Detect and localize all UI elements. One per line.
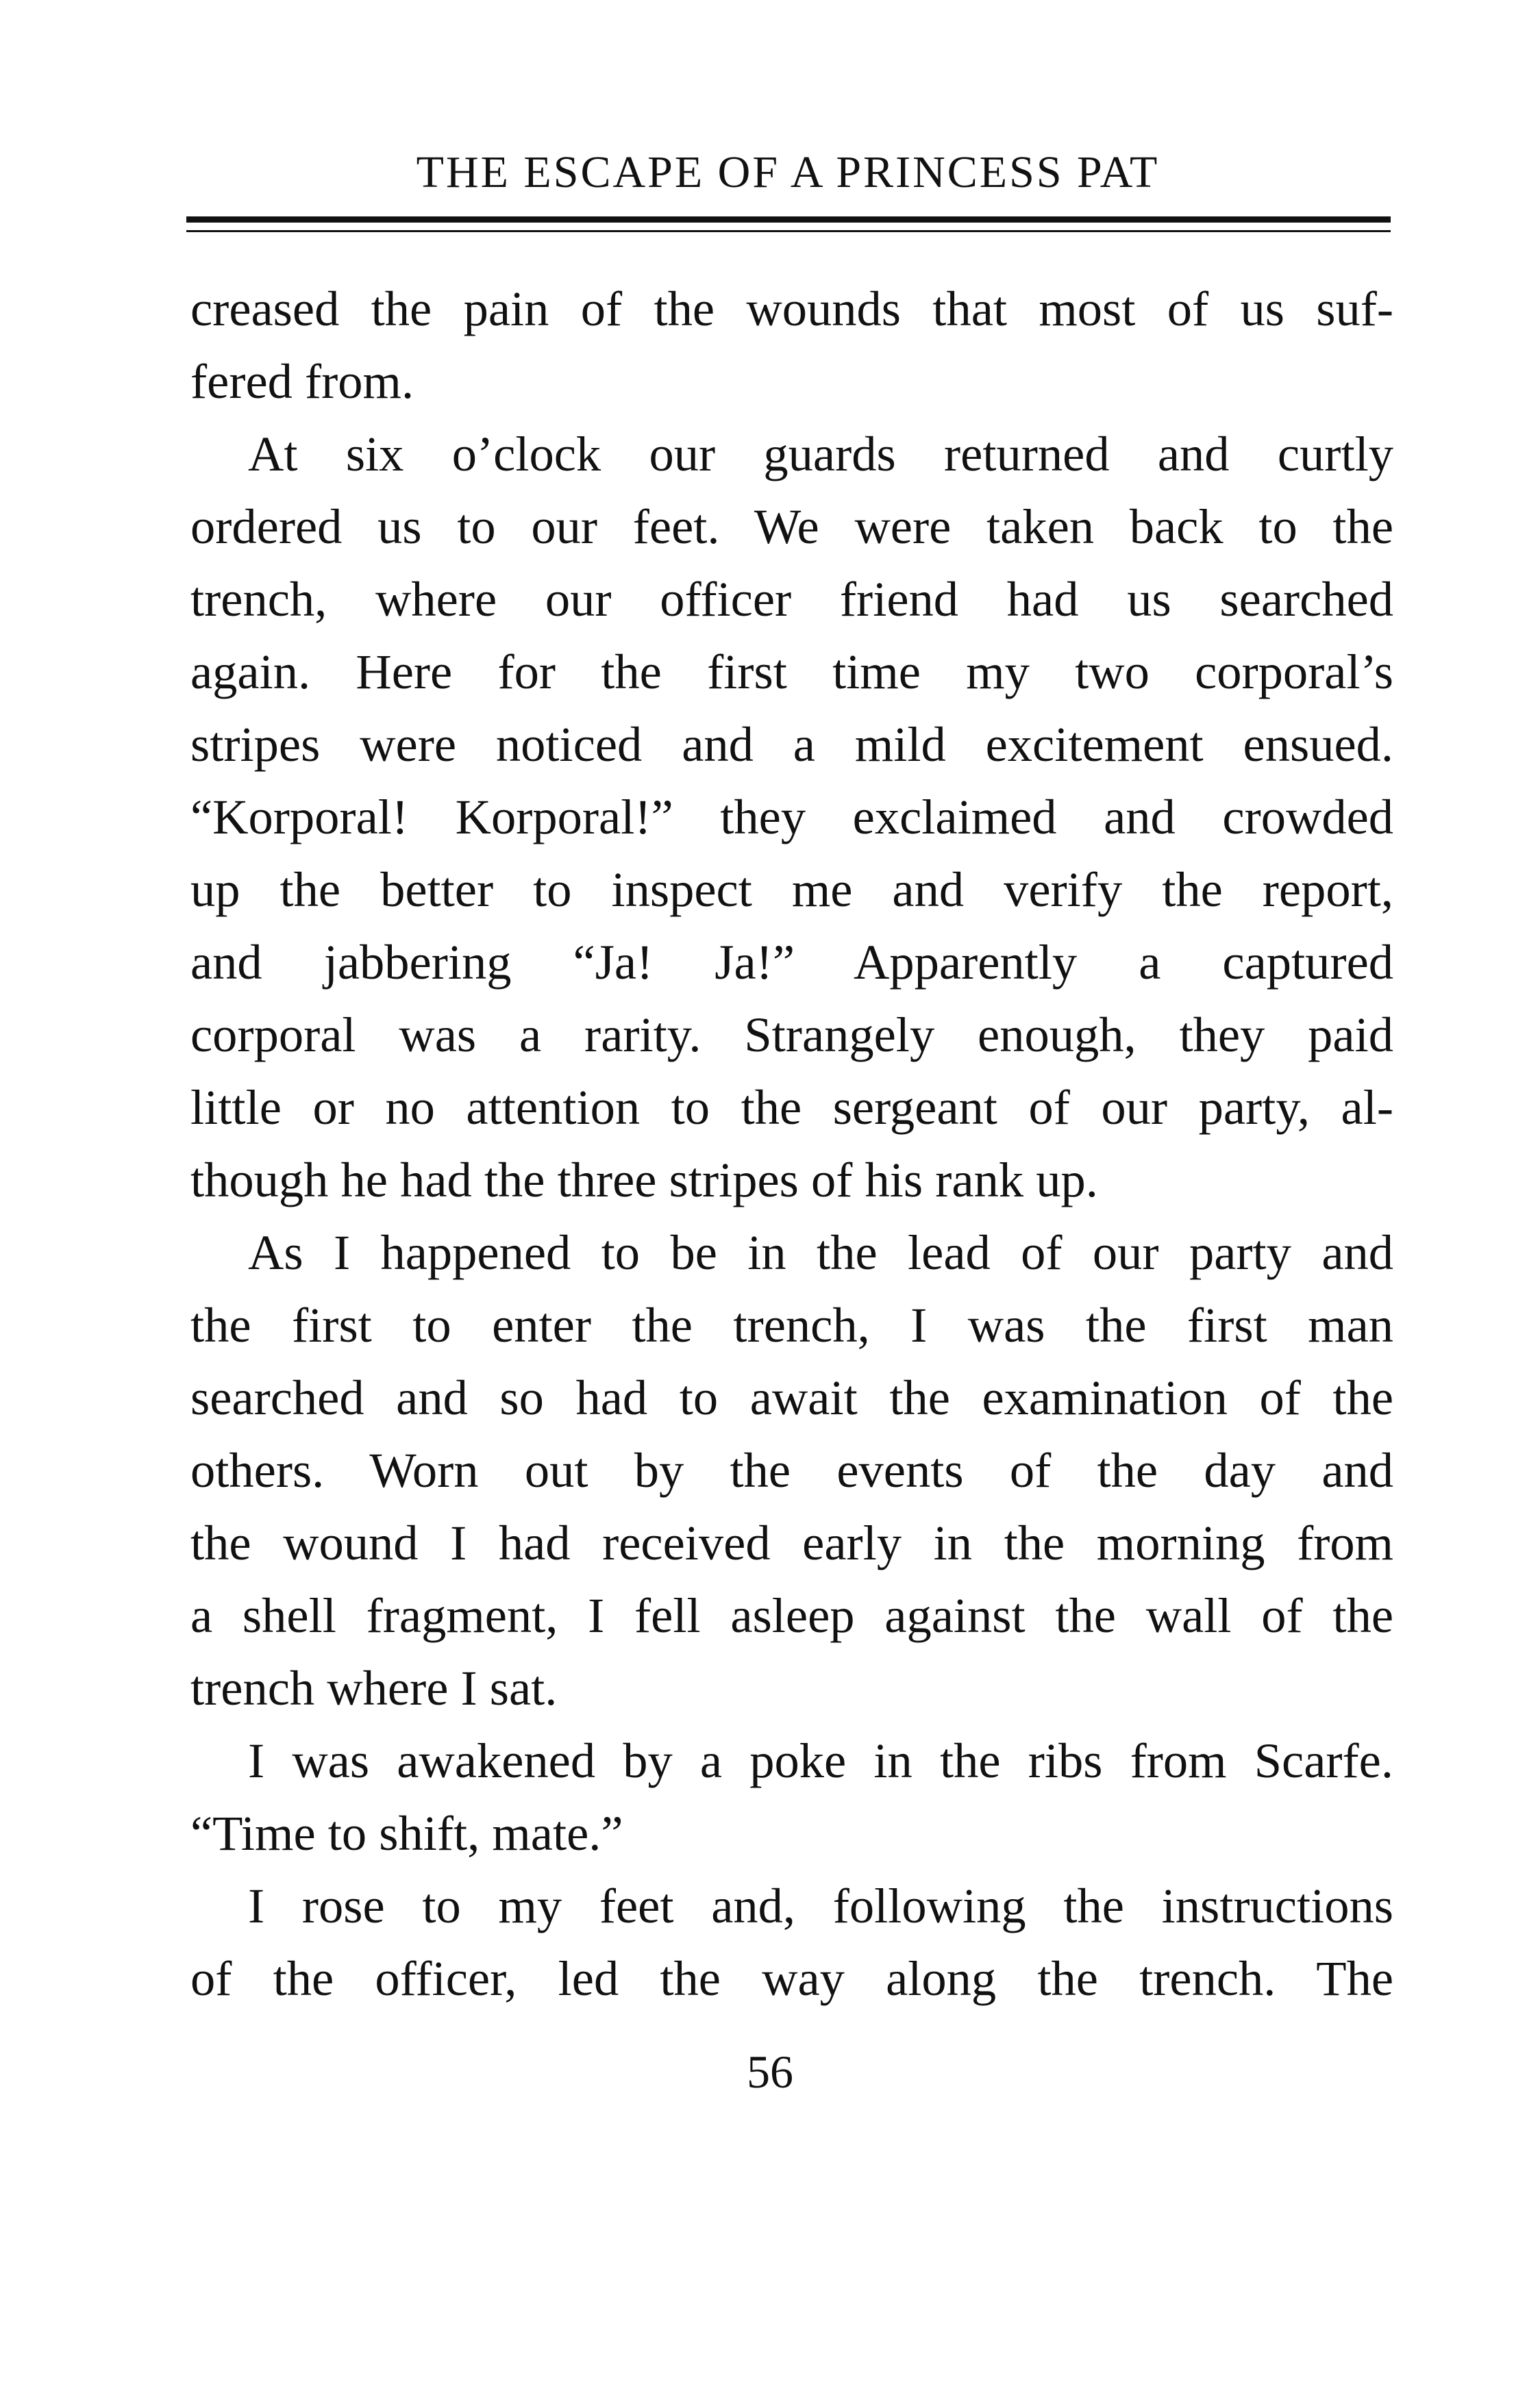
text-line: stripes were noticed and a mild excitement ensued. (190, 716, 1393, 772)
text-line: of the officer, led the way along the trench. The (190, 1951, 1393, 2006)
text-line: corporal was a rarity. Strangely enough, they paid (190, 1007, 1393, 1062)
text-line: the first to enter the trench, I was the first man (190, 1297, 1393, 1353)
text-line: creased the pain of the wounds that most of us suf- (190, 281, 1393, 336)
text-line: “Korporal! Korporal!” they exclaimed and crowded (190, 789, 1393, 844)
text-line: At six o’clock our guards returned and curtly (248, 426, 1393, 481)
text-line: though he had the three stripes of his rank up. (190, 1152, 1098, 1207)
text-line: up the better to inspect me and verify the report, (190, 862, 1393, 917)
header-rule-thin (186, 230, 1391, 232)
text-line: trench where I sat. (190, 1660, 558, 1716)
header-rule-thick (186, 216, 1391, 223)
text-line: and jabbering “Ja! Ja!” Apparently a captured (190, 934, 1393, 990)
text-line: trench, where our officer friend had us searched (190, 571, 1393, 627)
text-line: the wound I had received early in the morning from (190, 1515, 1393, 1570)
text-line: a shell fragment, I fell asleep against the wall of the (190, 1588, 1393, 1643)
text-line: I was awakened by a poke in the ribs from Scarfe. (248, 1733, 1393, 1788)
text-line: “Time to shift, mate.” (190, 1805, 623, 1861)
text-line: again. Here for the first time my two corporal’s (190, 644, 1393, 699)
text-line: fered from. (190, 353, 414, 409)
body-text (190, 273, 1393, 2015)
text-line: ordered us to our feet. We were taken back to the (190, 499, 1393, 554)
text-line: others. Worn out by the events of the day and (190, 1442, 1393, 1498)
page-number: 56 (747, 2046, 793, 2098)
running-title: THE ESCAPE OF A PRINCESS PAT (416, 147, 1160, 197)
text-line: little or no attention to the sergeant of our party, al- (190, 1079, 1393, 1135)
text-line: searched and so had to await the examination of the (190, 1370, 1393, 1425)
text-line: As I happened to be in the lead of our party and (248, 1225, 1393, 1280)
text-line: I rose to my feet and, following the instructions (248, 1878, 1393, 1933)
